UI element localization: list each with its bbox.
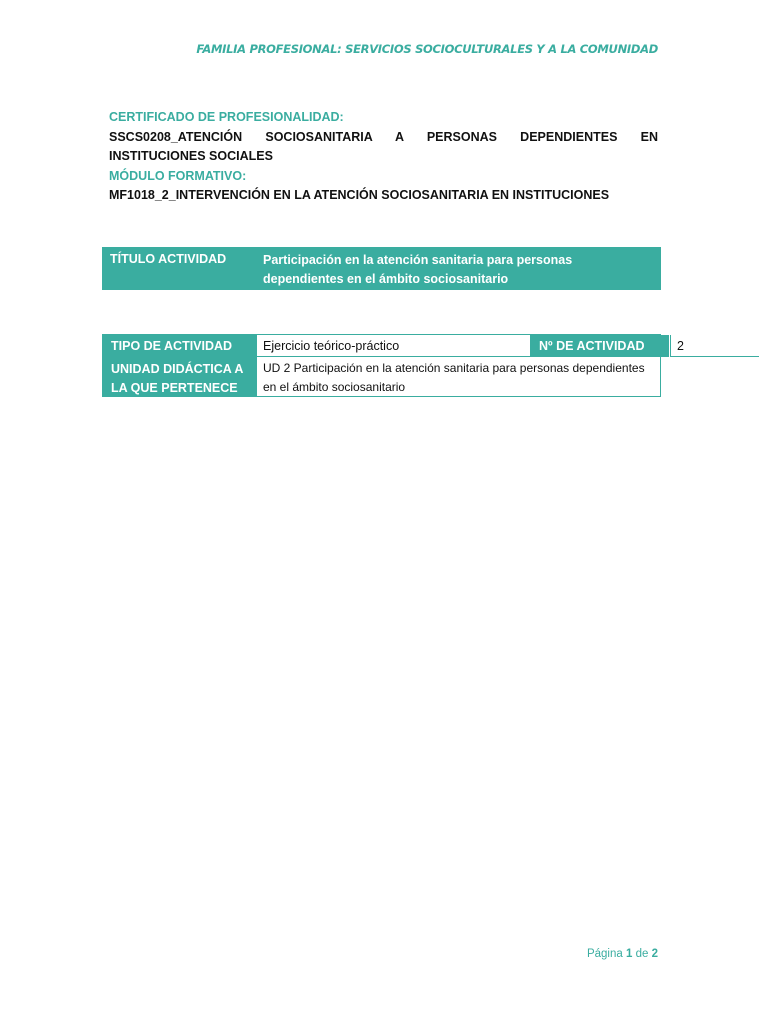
page-number bbox=[587, 948, 658, 960]
of-word: de bbox=[635, 948, 649, 960]
modulo-value: MF1018_2_INTERVENCIÓN EN LA ATENCIÓN SOCIOSANITARIA EN INSTITUCIONES bbox=[109, 188, 610, 202]
unidad-didactica-label: UNIDAD DIDÁCTICA A LA QUE PERTENECE bbox=[103, 357, 257, 396]
titulo-actividad-value: Participación en la atención sanitaria para personas dependientes en el ámbito sociosanitario bbox=[263, 253, 573, 286]
certificate-block bbox=[109, 108, 658, 206]
page-total: 2 bbox=[651, 948, 658, 960]
tipo-actividad-label: TIPO DE ACTIVIDAD bbox=[103, 335, 257, 357]
num-actividad-value: 2 bbox=[670, 335, 759, 357]
certificado-label: CERTIFICADO DE PROFESIONALIDAD: bbox=[109, 110, 344, 124]
unidad-didactica-value: UD 2 Participación en la atención sanitaria para personas dependientes en el ámbito sociosanitario bbox=[263, 361, 645, 394]
certificado-value: SSCS0208_ATENCIÓN SOCIOSANITARIA A PERSONAS DEPENDIENTES EN INSTITUCIONES SOCIALES bbox=[109, 129, 658, 163]
page-current: 1 bbox=[625, 948, 633, 960]
titulo-actividad-label: TÍTULO ACTIVIDAD bbox=[110, 252, 227, 266]
num-actividad-label: Nº DE ACTIVIDAD bbox=[531, 335, 669, 357]
activity-info-table bbox=[102, 334, 684, 397]
modulo-label: MÓDULO FORMATIVO: bbox=[109, 168, 247, 183]
header-familia-profesional: FAMILIA PROFESIONAL: SERVICIOS SOCIOCULTURALES Y A LA COMUNIDAD bbox=[196, 42, 658, 56]
page-word: Página bbox=[586, 948, 623, 960]
titulo-actividad-table bbox=[102, 247, 661, 290]
tipo-actividad-value: Ejercicio teórico-práctico bbox=[257, 335, 531, 357]
